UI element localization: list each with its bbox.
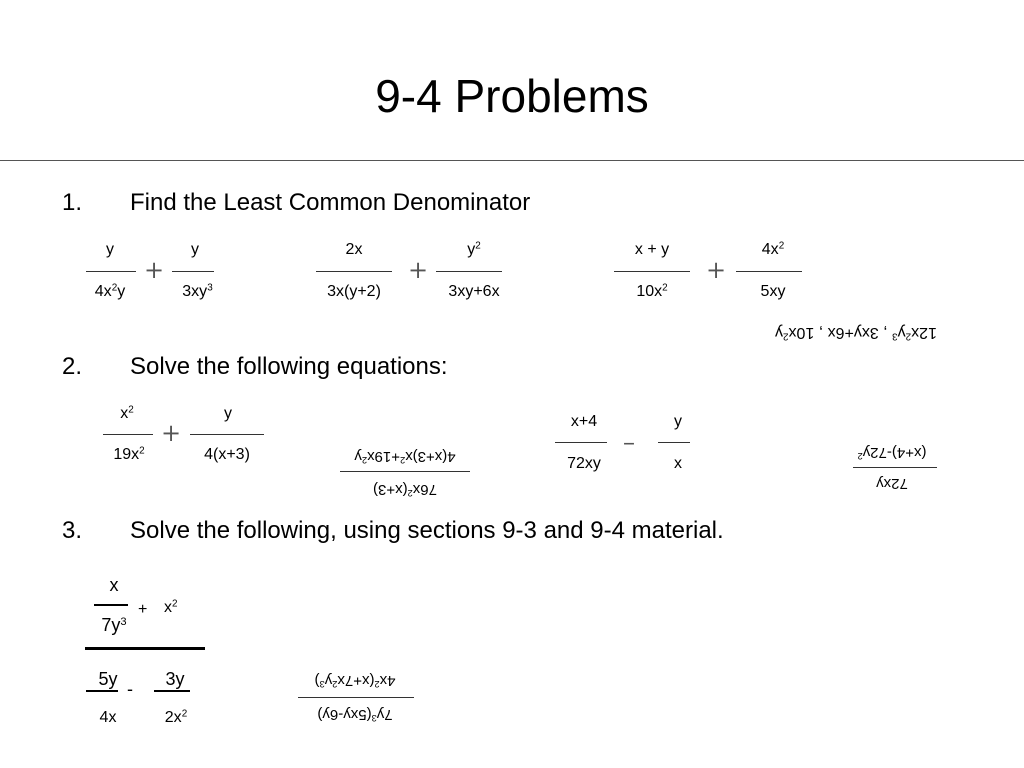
p2b-fraction-bar-1 [555, 442, 607, 443]
p3-bottom-numerator-2: 3y [165, 669, 185, 689]
p3-answer-inverted [292, 664, 418, 730]
p2b-numerator-2: y [674, 413, 682, 430]
p2b-answer-inverted [842, 436, 942, 498]
section-1-heading [62, 188, 530, 218]
p1a-fraction-bar-2 [172, 271, 214, 272]
p2b-denominator-1: 72xy [567, 455, 601, 472]
p2b-fraction-bar-2 [658, 442, 690, 443]
title-divider [0, 160, 1024, 161]
p2a-numerator-1: $x^2$ [120, 404, 134, 422]
p3-answer-denominator: $4x^2(x+7x^2y^3)$ [314, 672, 396, 690]
p1a-denominator-1: $4x^2y$ [94, 282, 126, 300]
section-3-number: 3. [62, 517, 83, 544]
p1a-fraction-bar-1 [86, 271, 136, 272]
p2a-plus-sign: + [161, 419, 182, 447]
section-2-label: Solve the following equations: [130, 353, 448, 380]
section-3-heading [62, 516, 724, 546]
p2b-answer-denominator: $(x+4)-72y^2$ [857, 444, 927, 462]
p3-top-fraction-bar [94, 604, 128, 606]
p2a-denominator-2: 4(x+3) [204, 446, 250, 463]
p1b-numerator-1: 2x [345, 241, 363, 258]
p3-answer-numerator: $7y^3(5xy-6y)$ [317, 706, 393, 724]
p1c-numerator-2: $4x^2$ [761, 240, 785, 258]
p1a-denominator-2: $3xy^3$ [182, 282, 213, 300]
p2a-answer-denominator: $4(x+3)x^2+19x^2y$ [354, 448, 456, 466]
p2b-numerator-1: x+4 [570, 413, 598, 430]
p3-top-denominator: $7y^3$ [101, 615, 127, 635]
section-2-heading [62, 352, 448, 382]
p3-answer-bar [298, 697, 414, 698]
section-2-number: 2. [62, 353, 83, 380]
p3-bottom-denominator-2: $2x^2$ [164, 708, 188, 726]
p1b-plus-sign: + [408, 256, 429, 284]
p1c-plus-sign: + [706, 256, 727, 284]
p1b-denominator-1: 3x(y+2) [327, 283, 381, 300]
p1b-fraction-bar-2 [436, 271, 502, 272]
p1a-numerator-2: y [191, 241, 199, 258]
p1c-fraction-bar-1 [614, 271, 690, 272]
p2b-minus-sign: – [623, 428, 635, 456]
p2a-answer-bar [340, 471, 470, 472]
p2a-answer-numerator: $76x^2(x+3)$ [373, 481, 437, 499]
p2a-fraction-bar-1 [103, 434, 153, 435]
p1a-numerator-1: y [106, 241, 114, 258]
p3-bottom-minus: - [127, 679, 133, 699]
section-3-label: Solve the following, using sections 9-3 and 9-4 material. [130, 517, 724, 544]
p1c-denominator-2: 5xy [760, 283, 786, 300]
p2b-denominator-2: x [674, 455, 682, 472]
p2b-answer-bar [853, 467, 937, 468]
p2a-answer-inverted [338, 440, 472, 504]
p3-main-fraction-bar [85, 647, 205, 650]
p3-bottom-denominator-1: 4x [99, 709, 117, 726]
p1c-fraction-bar-2 [736, 271, 802, 272]
p3-bottom-fraction-bar-2 [154, 690, 190, 692]
p2a-numerator-2: y [224, 405, 232, 422]
p1b-fraction-bar-1 [316, 271, 392, 272]
p3-bottom-numerator-1: 5y [98, 669, 118, 689]
p3-top-extra-term: $x^2$ [164, 598, 178, 616]
p3-top-numerator: x [109, 575, 119, 595]
p1b-denominator-2: 3xy+6x [448, 283, 500, 300]
p3-bottom-fraction-bar-1 [86, 690, 118, 692]
p1b-numerator-2: $y^2$ [467, 240, 481, 258]
p2b-answer-numerator: 72xy [876, 475, 908, 492]
section-1-number: 1. [62, 189, 83, 216]
page-title: 9-4 Problems [375, 70, 649, 122]
p1a-plus-sign: + [144, 256, 165, 284]
p3-top-plus: + [138, 601, 148, 618]
p2a-fraction-bar-2 [190, 434, 264, 435]
p1c-numerator-1: x + y [634, 241, 670, 258]
p1-answer-inverted: $12x^2y^3$ , 3xy+6x , $10x^2y$ [775, 324, 937, 342]
p1c-denominator-1: $10x^2$ [636, 282, 668, 300]
section-1-label: Find the Least Common Denominator [130, 189, 531, 216]
p2a-denominator-1: $19x^2$ [113, 445, 145, 463]
